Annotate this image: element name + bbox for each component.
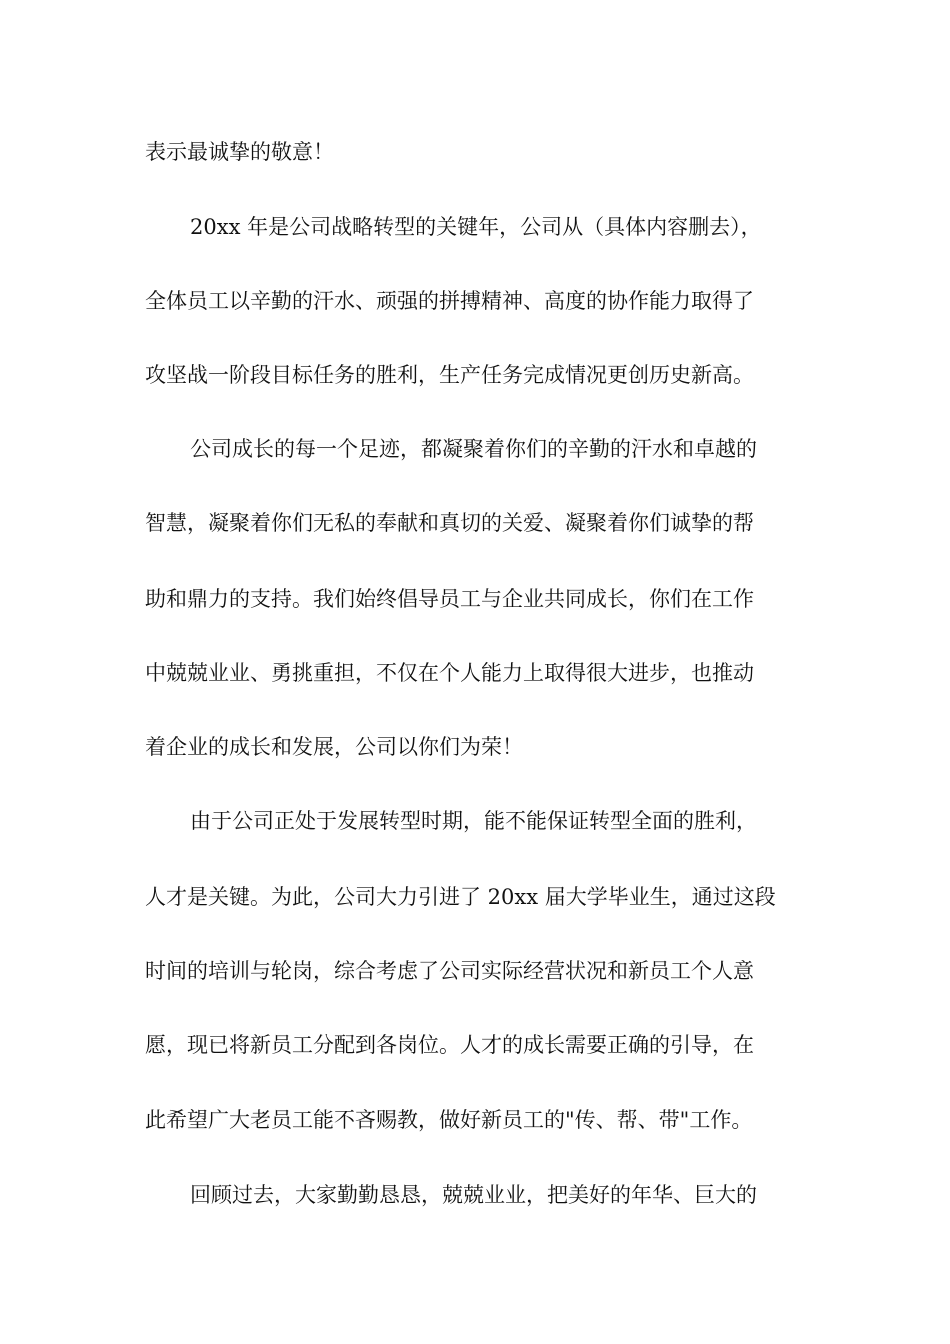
text-line: 智慧，凝聚着你们无私的奉献和真切的关爱、凝聚着你们诚挚的帮: [145, 511, 754, 535]
text-line: 愿，现已将新员工分配到各岗位。人才的成长需要正确的引导，在: [145, 1033, 754, 1057]
paragraph-first-line: 20xx 年是公司战略转型的关键年，公司从（具体内容删去），: [190, 215, 762, 239]
text-line: 攻坚战一阶段目标任务的胜利，生产任务完成情况更创历史新高。: [145, 363, 754, 387]
paragraph-first-line: 回顾过去，大家勤勤恳恳，兢兢业业，把美好的年华、巨大的: [190, 1183, 757, 1207]
text-line: 着企业的成长和发展，公司以你们为荣！: [145, 735, 523, 759]
text-line: 此希望广大老员工能不吝赐教，做好新员工的"传、帮、带"工作。: [145, 1108, 753, 1132]
text-line: 中兢兢业业、勇挑重担，不仅在个人能力上取得很大进步，也推动: [145, 661, 754, 685]
text-line: 全体员工以辛勤的汗水、顽强的拼搏精神、高度的协作能力取得了: [145, 289, 754, 313]
text-line: 人才是关键。为此，公司大力引进了 20xx 届大学毕业生，通过这段: [145, 885, 776, 909]
text-line: 表示最诚挚的敬意！: [145, 140, 334, 164]
text-line: 助和鼎力的支持。我们始终倡导员工与企业共同成长，你们在工作: [145, 587, 754, 611]
paragraph-first-line: 公司成长的每一个足迹，都凝聚着你们的辛勤的汗水和卓越的: [190, 437, 757, 461]
paragraph-first-line: 由于公司正处于发展转型时期，能不能保证转型全面的胜利，: [190, 809, 757, 833]
text-line: 时间的培训与轮岗，综合考虑了公司实际经营状况和新员工个人意: [145, 959, 754, 983]
